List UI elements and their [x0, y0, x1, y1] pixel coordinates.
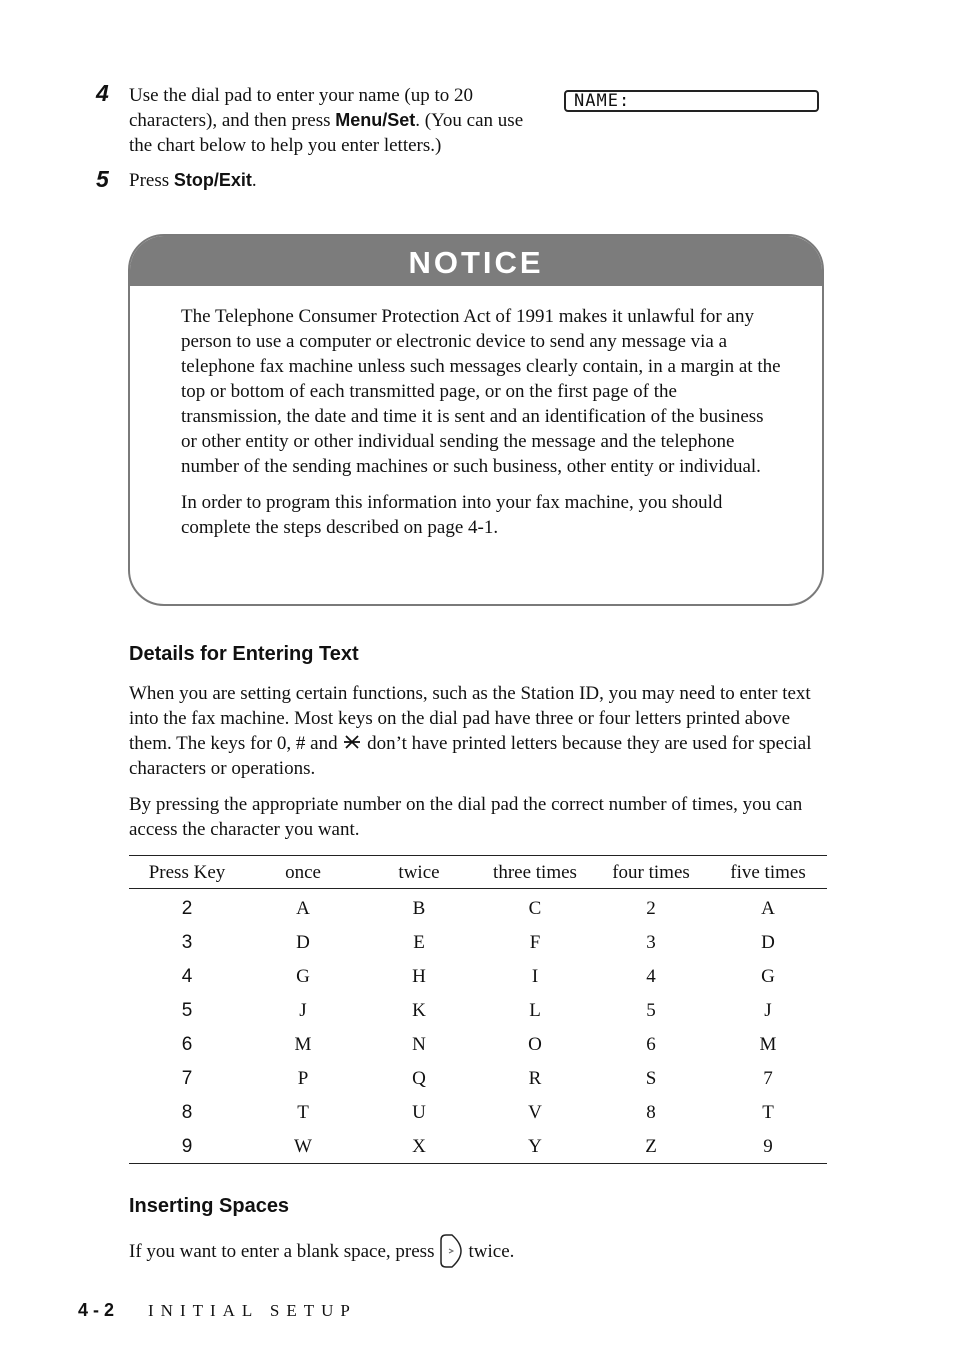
step-4-text-before: Use the dial pad to enter your name (up to 20 characters), and then press — [129, 85, 474, 131]
key-cell: 5 — [181, 999, 193, 1021]
table-cell: 4 — [646, 965, 656, 987]
table-cell: Y — [528, 1135, 542, 1157]
table-cell: M — [294, 1033, 312, 1055]
table-cell: A — [296, 897, 310, 919]
table-cell: H — [412, 965, 426, 987]
details-paragraph-1 — [129, 681, 829, 781]
header-press-key: Press Key — [129, 856, 245, 889]
table-cell: G — [761, 965, 775, 987]
footer-page-number: 4 - 2 — [78, 1300, 115, 1320]
key-cell: 8 — [181, 1101, 193, 1123]
right-arrow-key-icon — [438, 1233, 464, 1269]
notice-paragraph-2: In order to program this information into your fax machine, you should complete the steps described on page 4-1. — [181, 492, 723, 538]
step-number-4: 4 — [96, 80, 109, 106]
table-cell: 2 — [646, 897, 656, 919]
header-twice: twice — [361, 856, 477, 889]
lcd-display — [564, 90, 819, 112]
table-cell: D — [296, 931, 310, 953]
table-cell: K — [412, 999, 426, 1021]
notice-title: NOTICE — [130, 236, 822, 286]
table-cell: A — [761, 897, 775, 919]
table-row — [129, 1095, 827, 1129]
step-4-text — [129, 83, 541, 158]
header-three-times: three times — [477, 856, 593, 889]
header-four-times: four times — [593, 856, 709, 889]
table-cell: T — [762, 1101, 774, 1123]
details-heading: Details for Entering Text — [129, 643, 359, 665]
spaces-text-before: If you want to enter a blank space, press — [129, 1241, 435, 1262]
table-row — [129, 1129, 827, 1164]
table-cell: I — [531, 965, 539, 987]
footer-section-title: INITIAL SETUP — [148, 1301, 357, 1320]
table-row — [129, 1027, 827, 1061]
table-row — [129, 1061, 827, 1095]
table-cell: Z — [645, 1135, 657, 1157]
table-cell: X — [412, 1135, 426, 1157]
table-row — [129, 993, 827, 1027]
table-cell: N — [412, 1033, 426, 1055]
table-row — [129, 959, 827, 993]
table-cell: C — [528, 897, 542, 919]
details-paragraph-2: By pressing the appropriate number on the dial pad the correct number of times, you can access the character you want. — [129, 794, 803, 840]
table-cell: 9 — [763, 1135, 773, 1157]
table-cell: P — [297, 1067, 309, 1089]
table-cell: M — [759, 1033, 777, 1055]
star-key-icon — [342, 732, 362, 752]
lcd-display-text: NAME: — [574, 91, 631, 111]
table-cell: V — [528, 1101, 542, 1123]
header-five-times: five times — [709, 856, 827, 889]
notice-box — [128, 234, 824, 606]
table-cell: E — [413, 931, 425, 953]
header-once: once — [245, 856, 361, 889]
details-p1-before: When you are setting certain functions, such as the Station ID, you may need to enter text into the fax machine. Most keys on the dial pad have three or four letters printed above them. The keys for 0, # and — [129, 683, 811, 754]
table-cell: Q — [412, 1067, 426, 1089]
character-table — [129, 855, 827, 1164]
menu-set-key-label: Menu/Set — [335, 110, 416, 130]
step-5-text-before: Press — [129, 170, 174, 191]
table-cell: 3 — [646, 931, 656, 953]
table-cell: D — [761, 931, 775, 953]
table-cell: L — [529, 999, 541, 1021]
table-cell: 8 — [646, 1101, 656, 1123]
table-cell: R — [528, 1067, 542, 1089]
inserting-spaces-heading: Inserting Spaces — [129, 1195, 290, 1217]
table-cell: 6 — [646, 1033, 656, 1055]
key-cell: 3 — [181, 931, 193, 953]
table-cell: W — [294, 1135, 312, 1157]
notice-body — [181, 304, 781, 551]
step-5-text-after: . — [251, 170, 257, 191]
notice-paragraph-1: The Telephone Consumer Protection Act of 1991 makes it unlawful for any person to use a computer or electronic device to send any message via a telephone fax machine unless such messages clearly contain, in a margin at the top or bottom of each transmitted page, or on the first page of the transmission, the date and time it is sent and an identification of the business or other entity or other individual sending the message and the telephone number of the sending machines or such business, other entity or individual. — [181, 306, 781, 477]
table-cell: S — [645, 1067, 657, 1089]
stop-exit-key-label: Stop/Exit — [173, 170, 252, 190]
step-4-text-after: . (You can use the chart below to help you enter letters.) — [129, 110, 524, 156]
table-cell: 5 — [646, 999, 656, 1021]
table-cell: G — [296, 965, 310, 987]
key-cell: 2 — [181, 897, 193, 919]
table-cell: T — [297, 1101, 309, 1123]
details-p1-after: don’t have printed letters because they are used for special characters or operations. — [129, 733, 812, 779]
table-cell: O — [528, 1033, 542, 1055]
table-row — [129, 889, 827, 926]
table-cell: J — [299, 999, 307, 1021]
table-row — [129, 925, 827, 959]
spaces-text-after: twice. — [468, 1241, 515, 1262]
step-number-5: 5 — [96, 166, 109, 192]
table-cell: B — [412, 897, 426, 919]
inserting-spaces-text — [129, 1233, 829, 1269]
key-cell: 7 — [181, 1067, 193, 1089]
table-cell: U — [412, 1101, 426, 1123]
table-cell: 7 — [763, 1067, 773, 1089]
key-cell: 9 — [181, 1135, 193, 1157]
table-header-row — [129, 856, 827, 889]
table-cell: F — [529, 931, 541, 953]
table-cell: J — [764, 999, 772, 1021]
key-cell: 4 — [181, 965, 193, 987]
key-cell: 6 — [181, 1033, 193, 1055]
step-5-text — [129, 168, 541, 193]
